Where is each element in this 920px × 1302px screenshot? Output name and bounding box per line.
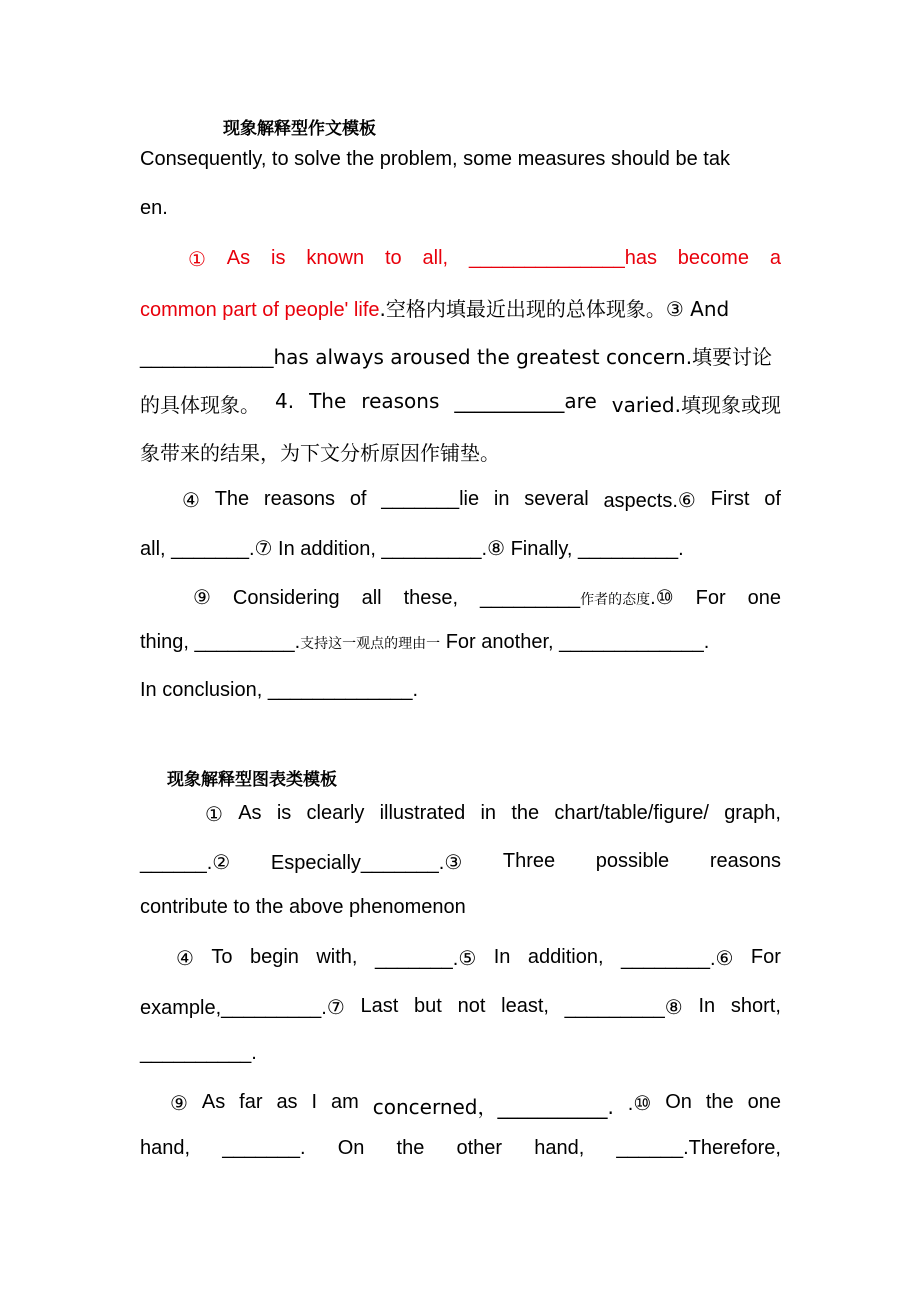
word: As — [201, 1091, 226, 1113]
word: with, — [316, 946, 358, 968]
s2-p3-line2 — [140, 1137, 781, 1160]
s1-line1: Consequently, to solve the problem, some measures should be tak — [140, 148, 730, 170]
word: Considering — [232, 587, 340, 609]
word: the — [705, 1091, 734, 1113]
line-text: has always aroused the greatest concern.填要讨论 — [273, 345, 773, 369]
word: become — [677, 247, 749, 269]
word: of — [349, 488, 367, 510]
word: one — [747, 1091, 781, 1113]
word: concerned，___________. — [372, 1095, 614, 1119]
s2-p3-line1 — [170, 1091, 781, 1120]
word: _________⑧ — [564, 997, 683, 1019]
word: 的具体现象。 — [140, 393, 260, 417]
word: the — [396, 1137, 425, 1159]
word: ④ — [176, 948, 194, 970]
word: other — [456, 1137, 503, 1159]
word: aspects.⑥ — [603, 490, 696, 512]
word: ______.② — [140, 852, 231, 874]
word: all, — [422, 247, 449, 269]
word: hand, — [534, 1137, 585, 1159]
word: in — [493, 488, 510, 510]
word: as — [276, 1091, 298, 1113]
word: 4. — [275, 389, 295, 413]
word: As — [238, 802, 262, 824]
word: not — [457, 995, 486, 1017]
blank: _________ — [480, 587, 581, 609]
word: The — [309, 389, 347, 413]
s1-line2: en. — [140, 197, 168, 219]
word: ⑨ — [170, 1093, 188, 1115]
word: In — [493, 946, 511, 968]
s2-p1-line3: contribute to the above phenomenon — [140, 896, 466, 918]
annotation: 作者的态度 — [580, 592, 651, 608]
word: ________.⑥ — [620, 948, 734, 970]
word: is — [276, 802, 292, 824]
section1-title: 现象解释型作文模板 — [223, 119, 376, 139]
word: Especially_______.③ — [270, 852, 463, 874]
line-text: .空格内填最近出现的总体现象。③ And — [379, 297, 730, 321]
word: ⑨ — [193, 587, 211, 609]
s1-p3-line3: In conclusion, _____________. — [140, 679, 419, 701]
s1-p1-line1 — [188, 247, 781, 272]
word: illustrated — [379, 802, 466, 824]
word: far — [239, 1091, 263, 1113]
word: The — [214, 488, 250, 510]
word: To — [211, 946, 233, 968]
word: Three — [502, 850, 556, 872]
s1-p3-line1 — [193, 585, 781, 610]
line-text: thing, _________. — [140, 631, 301, 653]
s2-p1-line2 — [140, 850, 781, 875]
word: reasons — [709, 850, 781, 872]
word: I — [311, 1091, 318, 1113]
word: On — [665, 1091, 692, 1113]
word: chart/table/figure/ — [554, 802, 709, 824]
word: example,_________.⑦ — [140, 997, 345, 1019]
s1-p3-line2 — [140, 631, 709, 654]
word: of — [764, 488, 781, 510]
word: to — [384, 247, 402, 269]
word: addition, — [527, 946, 604, 968]
word: .⑩ — [627, 1093, 652, 1115]
word: all — [361, 587, 382, 609]
word: am — [331, 1091, 359, 1113]
s1-p2-line1 — [182, 488, 781, 513]
word: a — [769, 247, 781, 269]
s2-p2-line3: __________. — [140, 1042, 257, 1064]
word: For — [695, 587, 726, 609]
s2-p2-line2 — [140, 995, 781, 1020]
annotation: 支持这一观点的理由一 — [300, 636, 441, 652]
word: one — [747, 587, 781, 609]
word: In — [698, 995, 716, 1017]
word: possible — [595, 850, 670, 872]
s1-p1-line2 — [140, 293, 729, 322]
punct: .⑩ — [650, 587, 674, 609]
word: these, — [403, 587, 459, 609]
word: ___________are — [454, 389, 597, 413]
word: _______.⑤ — [374, 948, 477, 970]
highlighted-text: common part of people' life — [140, 299, 380, 321]
word: ______________has — [468, 247, 657, 269]
word: known — [306, 247, 365, 269]
word: ④ — [182, 490, 200, 512]
word: the — [511, 802, 540, 824]
word: clearly — [306, 802, 365, 824]
word: On — [337, 1137, 365, 1159]
s2-p1-line1 — [205, 802, 781, 827]
word: ______.Therefore, — [616, 1137, 781, 1159]
s1-p1-line3 — [140, 341, 772, 370]
word: As — [226, 247, 251, 269]
word: First — [710, 488, 750, 510]
word: hand, — [140, 1137, 191, 1159]
s1-p2-line2: all, _______.⑦ In addition, _________.⑧ Finally, _________. — [140, 538, 684, 560]
line-text: For another, _____________. — [440, 631, 710, 653]
word: short, — [730, 995, 781, 1017]
word: least, — [501, 995, 549, 1017]
s2-p2-line1 — [176, 946, 781, 971]
word: varied.填现象或现 — [611, 393, 781, 417]
word: but — [414, 995, 442, 1017]
s1-p1-line4 — [140, 389, 781, 418]
word: in — [480, 802, 497, 824]
word: For — [750, 946, 781, 968]
word: _______. — [222, 1137, 306, 1159]
blank: ____________ — [140, 347, 274, 369]
word: ① — [205, 804, 223, 826]
word-group — [480, 585, 674, 610]
word: ① — [188, 249, 206, 271]
word: Last — [360, 995, 399, 1017]
section2-title: 现象解释型图表类模板 — [167, 770, 337, 790]
word: several — [524, 488, 589, 510]
word: begin — [249, 946, 299, 968]
word: _______lie — [381, 488, 480, 510]
word: reasons — [263, 488, 336, 510]
s1-p1-line5: 象带来的结果，为下文分析原因作铺垫。 — [140, 441, 500, 465]
word: graph, — [724, 802, 781, 824]
word: is — [271, 247, 286, 269]
word: reasons — [361, 389, 440, 413]
